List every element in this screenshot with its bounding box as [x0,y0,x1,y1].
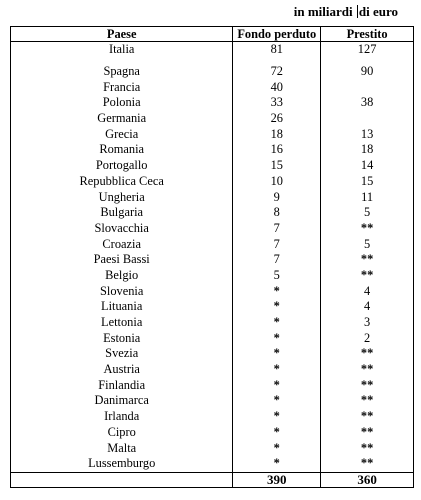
cell-prestito: 4 [321,299,414,315]
cell-prestito: ** [321,409,414,425]
cell-prestito: ** [321,456,414,472]
cell-fondo-perduto: 33 [233,95,321,111]
cell-prestito: ** [321,252,414,268]
cell-paese: Lussemburgo [11,456,233,472]
cell-fondo-perduto: * [233,441,321,457]
cell-prestito: 4 [321,284,414,300]
cell-paese: Ungheria [11,190,233,206]
cell-paese: Croazia [11,237,233,253]
cell-fondo-perduto: * [233,331,321,347]
cell-paese: Danimarca [11,393,233,409]
cell-fondo-perduto: * [233,425,321,441]
cell-prestito: 15 [321,174,414,190]
cell-fondo-perduto: * [233,315,321,331]
cell-fondo-perduto: * [233,378,321,394]
table-row [11,268,414,284]
cell-fondo-perduto: * [233,284,321,300]
totals-fondo-perduto: 390 [233,472,321,487]
cell-paese: Svezia [11,346,233,362]
table-row [11,190,414,206]
header-prestito: Prestito [321,27,414,42]
cell-prestito: ** [321,378,414,394]
cell-fondo-perduto: 72 [233,64,321,80]
table-body [11,42,414,473]
cell-fondo-perduto: * [233,299,321,315]
cell-fondo-perduto: 8 [233,205,321,221]
table-row [11,315,414,331]
table-row [11,80,414,96]
cell-prestito [321,111,414,127]
cell-prestito: ** [321,221,414,237]
cell-fondo-perduto: 18 [233,127,321,143]
totals-row [11,472,414,487]
cell-prestito: ** [321,346,414,362]
cell-fondo-perduto: * [233,393,321,409]
cell-paese: Slovacchia [11,221,233,237]
unit-caption-text-after: di euro [358,4,398,19]
cell-prestito: ** [321,425,414,441]
table-row [11,346,414,362]
table-row [11,441,414,457]
cell-paese: Austria [11,362,233,378]
cell-paese: Estonia [11,331,233,347]
cell-prestito: 5 [321,205,414,221]
cell-prestito: 18 [321,142,414,158]
cell-paese: Malta [11,441,233,457]
cell-fondo-perduto: 9 [233,190,321,206]
table-row [11,284,414,300]
cell-paese: Spagna [11,64,233,80]
cell-prestito: ** [321,441,414,457]
cell-prestito: 3 [321,315,414,331]
cell-paese: Repubblica Ceca [11,174,233,190]
cell-fondo-perduto: * [233,409,321,425]
table-row [11,111,414,127]
cell-paese: Grecia [11,127,233,143]
cell-paese: Italia [11,42,233,65]
cell-paese: Slovenia [11,284,233,300]
table-row [11,95,414,111]
cell-paese: Lettonia [11,315,233,331]
table-row [11,456,414,472]
table-row [11,409,414,425]
cell-paese: Polonia [11,95,233,111]
table-row [11,378,414,394]
unit-caption-text-before: in miliardi [293,4,356,19]
cell-fondo-perduto: * [233,346,321,362]
table-row [11,237,414,253]
cell-fondo-perduto: 10 [233,174,321,190]
cell-prestito: 13 [321,127,414,143]
cell-prestito: ** [321,393,414,409]
totals-paese [11,472,233,487]
cell-fondo-perduto: 7 [233,237,321,253]
cell-paese: Germania [11,111,233,127]
header-row [11,27,414,42]
cell-prestito: 5 [321,237,414,253]
cell-fondo-perduto: 40 [233,80,321,96]
table-row [11,299,414,315]
cell-prestito: 14 [321,158,414,174]
cell-prestito: 38 [321,95,414,111]
cell-paese: Paesi Bassi [11,252,233,268]
text-cursor [357,5,358,18]
funds-table [10,26,414,488]
cell-prestito: 11 [321,190,414,206]
cell-paese: Lituania [11,299,233,315]
table-row [11,425,414,441]
cell-paese: Belgio [11,268,233,284]
cell-paese: Finlandia [11,378,233,394]
cell-paese: Portogallo [11,158,233,174]
cell-paese: Bulgaria [11,205,233,221]
unit-caption [294,4,398,20]
header-paese: Paese [11,27,233,42]
totals-prestito: 360 [321,472,414,487]
table-row [11,331,414,347]
table-row [11,64,414,80]
cell-prestito [321,80,414,96]
cell-fondo-perduto: 15 [233,158,321,174]
cell-paese: Cipro [11,425,233,441]
cell-prestito: 90 [321,64,414,80]
cell-prestito: 127 [321,42,414,65]
cell-fondo-perduto: 7 [233,252,321,268]
cell-prestito: ** [321,268,414,284]
cell-paese: Romania [11,142,233,158]
cell-fondo-perduto: 81 [233,42,321,65]
header-fondo-perduto: Fondo perduto [233,27,321,42]
table-row [11,142,414,158]
table-row [11,221,414,237]
cell-fondo-perduto: 5 [233,268,321,284]
table-row [11,205,414,221]
cell-paese: Irlanda [11,409,233,425]
cell-fondo-perduto: 16 [233,142,321,158]
table-row [11,362,414,378]
table-row [11,252,414,268]
cell-prestito: 2 [321,331,414,347]
table-row [11,42,414,65]
cell-fondo-perduto: * [233,456,321,472]
table-row [11,158,414,174]
table-row [11,174,414,190]
table-row [11,393,414,409]
cell-fondo-perduto: * [233,362,321,378]
cell-fondo-perduto: 26 [233,111,321,127]
table-row [11,127,414,143]
cell-fondo-perduto: 7 [233,221,321,237]
cell-paese: Francia [11,80,233,96]
cell-prestito: ** [321,362,414,378]
